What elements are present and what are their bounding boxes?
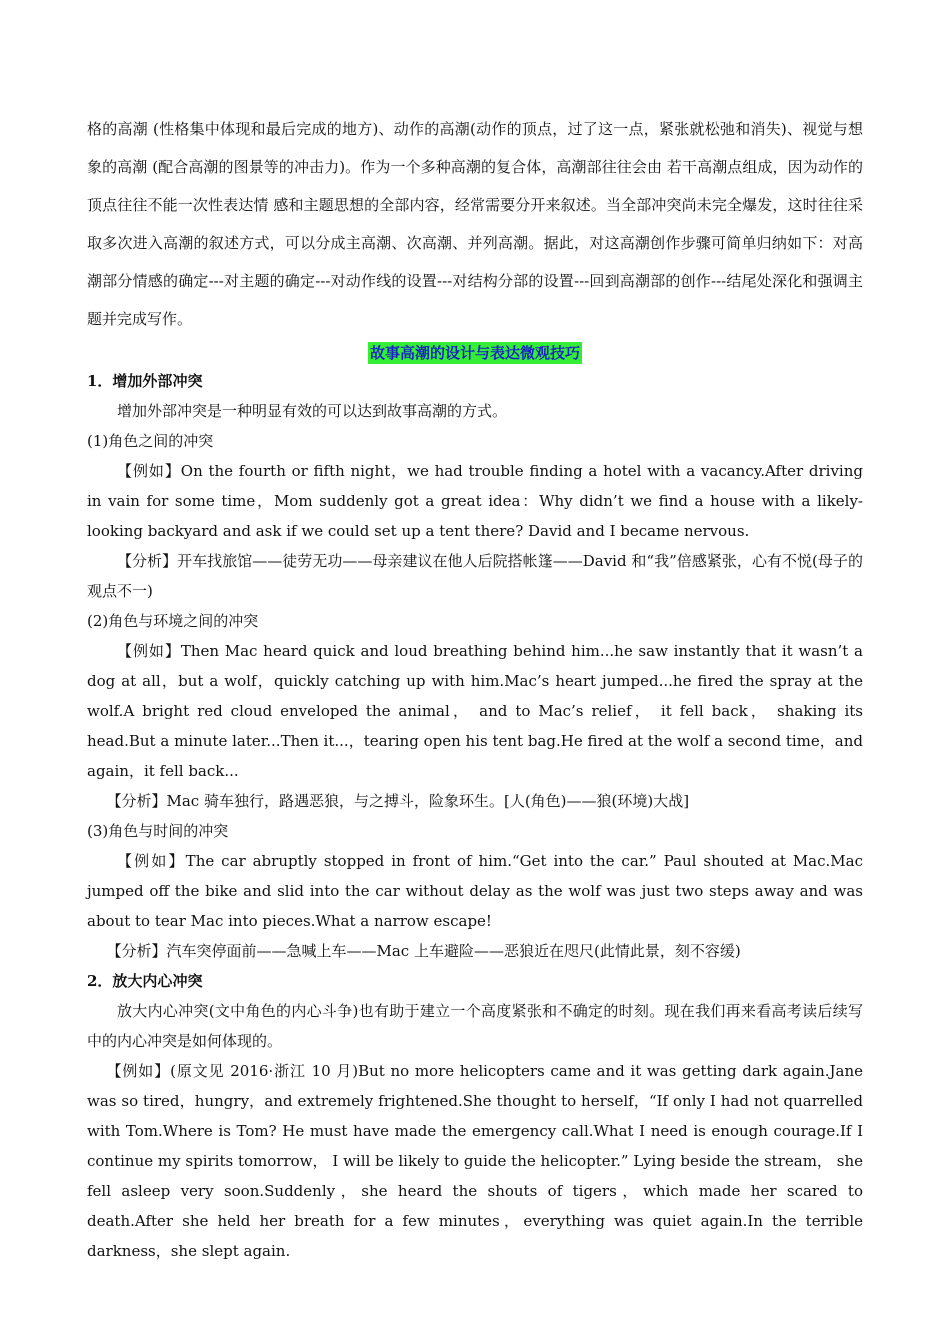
sec2-title: 2．放大内心冲突 <box>87 972 203 990</box>
sec1-sub1-example: 【例如】On the fourth or fifth night，we had trouble finding a hotel with a vacancy.After driving in vain for some time，Mom suddenly got a great idea：Why didn’t we find a house with a likely-looking backyard and ask if we could set up a tent there? David and I became nervous. <box>87 462 863 540</box>
sec2-example: 【例如】(原文见 2016·浙江 10 月)But no more helicopters came and it was getting dark again.Jane was so tired，hungry，and extremely frightened.She thought to herself，“If only I had not quarrelled with Tom.Where is Tom? He must have made the emergency call.What I need is enough courage.If I continue my spirits tomorrow， I will be likely to guide the helicopter.” Lying beside the stream， she fell asleep very soon.Suddenly，she heard the shouts of tigers，which made her scared to death.After she held her breath for a few minutes，everything was quiet again.In the terrible darkness，she slept again. <box>87 1062 863 1260</box>
section-heading-wrap <box>87 342 863 364</box>
sec1-intro: 增加外部冲突是一种明显有效的可以达到故事高潮的方式。 <box>117 402 508 420</box>
sec2-intro: 放大内心冲突(文中角色的内心斗争)也有助于建立一个高度紧张和不确定的时刻。现在我们再来看高考读后续写中的内心冲突是如何体现的。 <box>87 1002 863 1050</box>
sec1-sub2-title: (2)角色与环境之间的冲突 <box>87 612 259 630</box>
sec1-title: 1．增加外部冲突 <box>87 372 203 390</box>
document-body <box>87 110 863 1266</box>
sec1-sub1-analysis: 【分析】开车找旅馆——徒劳无功——母亲建议在他人后院搭帐篷——David 和“我”倍感紧张，心有不悦(母子的观点不一) <box>87 552 863 600</box>
intro-paragraph: 格的高潮 (性格集中体现和最后完成的地方)、动作的高潮(动作的顶点，过了这一点，紧张就松弛和消失)、视觉与想象的高潮 (配合高潮的图景等的冲击力)。作为一个多种高潮的复合体，高潮部往往会由 若干高潮点组成，因为动作的顶点往往不能一次性表达情 感和主题思想的全部内容，经常需要分开来叙述。当全部冲突尚未完全爆发，这时往往采取多次进入高潮的叙述方式，可以分成主高潮、次高潮、并列高潮。据此，对这高潮创作步骤可简单归纳如下：对高潮部分情感的确定---对主题的确定---对动作线的设置---对结构分部的设置---回到高潮部的创作---结尾处深化和强调主题并完成写作。 <box>87 120 863 328</box>
sec1-sub3-example: 【例如】The car abruptly stopped in front of him.“Get into the car.” Paul shouted at Mac.Mac jumped off the bike and slid into the car without delay as the wolf was just two steps away and was about to tear Mac into pieces.What a narrow escape! <box>87 852 863 930</box>
sec1-sub1-title: (1)角色之间的冲突 <box>87 432 214 450</box>
sec1-sub3-analysis: 【分析】汽车突停面前——急喊上车——Mac 上车避险——恶狼近在咫尺(此情此景，刻不容缓) <box>106 942 741 960</box>
sec1-sub3-title: (3)角色与时间的冲突 <box>87 822 229 840</box>
section-heading: 故事高潮的设计与表达微观技巧 <box>369 344 580 362</box>
sec1-sub2-example: 【例如】Then Mac heard quick and loud breathing behind him...he saw instantly that it wasn’t a dog at all，but a wolf，quickly catching up with him.Mac’s heart jumped...he fired the spray at the wolf.A bright red cloud enveloped the animal， and to Mac’s relief， it fell back， shaking its head.But a minute later...Then it...，tearing open his tent bag.He fired at the wolf a second time，and again，it fell back... <box>87 642 863 780</box>
sec1-sub2-analysis: 【分析】Mac 骑车独行，路遇恶狼，与之搏斗，险象环生。[人(角色)——狼(环境)大战] <box>106 792 690 810</box>
